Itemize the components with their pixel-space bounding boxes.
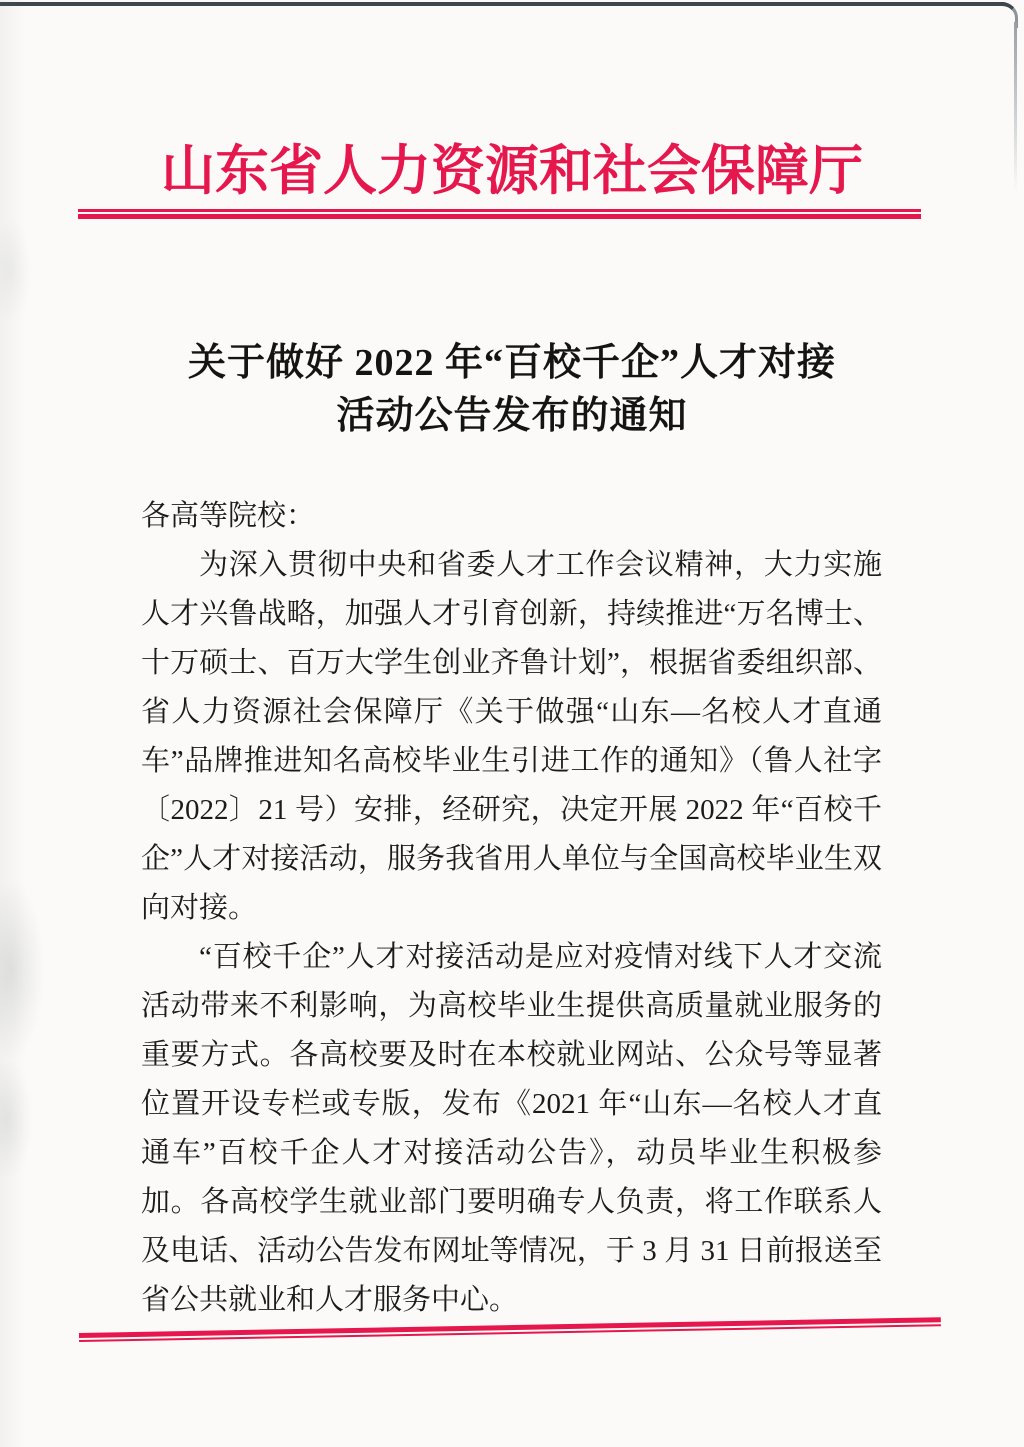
document-title [0, 337, 1024, 443]
scan-left-shade [0, 0, 26, 1447]
paragraph-2: “百校千企”人才对接活动是应对疫情对线下人才交流活动带来不利影响，为高校毕业生提供高质量就业服务的重要方式。各高校要及时在本校就业网站、公众号等显著位置开设专栏或专版，发布《2021 年“山东—名校人才直通车”百校千企人才对接活动公告》，动员毕业生积极参加。各高校学生就业部门要明确专人负责，将工作联系人及电话、活动公告发布网址等情况，于 3 月 31 日前报送至省公共就业和人才服务中心。 [141, 941, 882, 1316]
letterhead-rule-thick [78, 214, 921, 219]
paragraph-1: 为深入贯彻中央和省委人才工作会议精神，大力实施人才兴鲁战略，加强人才引育创新，持续推进“万名博士、十万硕士、百万大学生创业齐鲁计划”，根据省委组织部、省人力资源社会保障厅《关于做强“山东—名校人才直通车”品牌推进知名高校毕业生引进工作的通知》（鲁人社字〔2022〕21 号）安排，经研究，决定开展 2022 年“百校千企”人才对接活动，服务我省用人单位与全国高校毕业生双向对接。 [141, 549, 882, 924]
document-body [141, 492, 882, 1325]
letterhead-rule [78, 209, 921, 219]
document-title-line1: 关于做好 2022 年“百校千企”人才对接 [187, 342, 836, 384]
letterhead-rule-thin [78, 209, 921, 212]
document-title-line2: 活动公告发布的通知 [336, 395, 688, 437]
letterhead-org-name: 山东省人力资源和社会保障厅 [161, 141, 863, 201]
scan-top-edge [0, 2, 1004, 6]
salutation: 各高等院校： [141, 500, 316, 532]
